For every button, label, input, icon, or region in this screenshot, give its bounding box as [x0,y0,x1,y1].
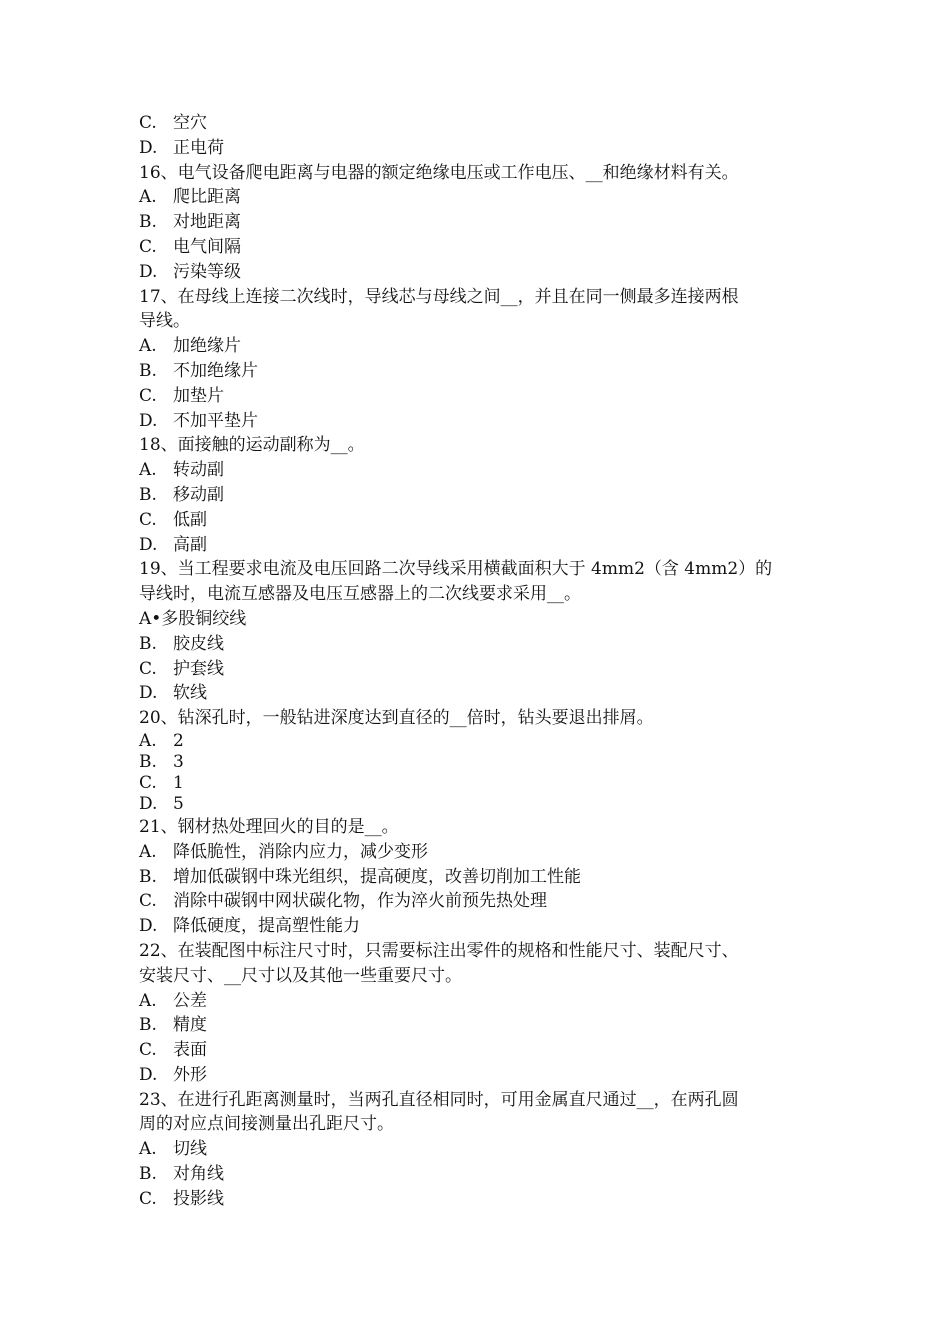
option-text: 转动副 [173,460,224,481]
option-letter: A. [139,1139,157,1160]
question-text: 18、面接触的运动副称为__。 [139,435,365,456]
document-body [139,111,819,1212]
option-letter: A. [139,730,157,751]
option-text: 污染等级 [173,261,241,282]
option-letter: B. [139,484,157,505]
option-letter: C. [139,385,157,406]
option-letter: C. [139,1040,157,1061]
answer-option [139,533,819,558]
option-text: 公差 [173,990,207,1011]
option-letter: C. [139,891,157,912]
option-text: 爬比距离 [173,187,241,208]
option-letter: C. [139,772,157,793]
option-text: 切线 [173,1139,207,1160]
answer-option [139,458,819,483]
answer-option [139,334,819,359]
option-letter: D. [139,534,158,555]
option-text: 精度 [173,1015,207,1036]
answer-option [139,136,819,161]
answer-option [139,731,819,752]
option-text: 5 [173,793,184,814]
option-letter: D. [139,683,158,704]
option-letter: A. [139,187,157,208]
answer-option [139,914,819,939]
option-letter: B. [139,1015,157,1036]
question-text: 周的对应点间接测量出孔距尺寸。 [139,1114,394,1135]
question-text: 安装尺寸、__尺寸以及其他一些重要尺寸。 [139,965,462,986]
option-text: 投影线 [173,1188,224,1209]
option-letter: D. [139,261,158,282]
option-letter: B. [139,212,157,233]
question-text: 20、钻深孔时，一般钻进深度达到直径的__倍时，钻头要退出排屑。 [139,708,654,729]
question-text: 21、钢材热处理回火的目的是__。 [139,816,399,837]
answer-option [139,483,819,508]
option-letter: A. [139,841,157,862]
answer-option [139,632,819,657]
question-text: 23、在进行孔距离测量时，当两孔直径相同时，可用金属直尺通过__，在两孔圆 [139,1089,739,1110]
answer-option [139,384,819,409]
answer-option [139,508,819,533]
option-text: 表面 [173,1040,207,1061]
option-letter: B. [139,360,157,381]
question-text: 导线时，电流互感器及电压互感器上的二次线要求采用__。 [139,584,581,605]
option-text: 加绝缘片 [173,336,241,357]
option-text: 胶皮线 [173,633,224,654]
answer-option [139,409,819,434]
option-text: 加垫片 [173,385,224,406]
option-letter: C. [139,658,157,679]
option-letter: A. [139,460,157,481]
option-text: 空穴 [173,113,207,133]
answer-option [139,1063,819,1088]
option-text: 高副 [173,534,207,555]
answer-option [139,794,819,815]
answer-option [139,752,819,773]
question-text: A•多股铜绞线 [139,608,247,629]
option-text: 低副 [173,509,207,530]
answer-option [139,840,819,865]
question-text: 16、电气设备爬电距离与电器的额定绝缘电压或工作电压、__和绝缘材料有关。 [139,162,739,183]
option-text: 电气间隔 [173,236,241,257]
answer-option [139,989,819,1014]
question-text: 导线。 [139,311,190,332]
answer-option [139,865,819,890]
option-text: 移动副 [173,484,224,505]
answer-option [139,1162,819,1187]
question-text: 19、当工程要求电流及电压回路二次导线采用横截面积大于 4mm2（含 4mm2）的 [139,559,773,580]
option-text: 消除中碳钢中网状碳化物，作为淬火前预先热处理 [173,891,547,912]
answer-option [139,260,819,285]
option-text: 降低脆性，消除内应力，减少变形 [173,841,428,862]
option-letter: A. [139,990,157,1011]
answer-option [139,359,819,384]
option-text: 不加平垫片 [173,410,258,431]
answer-option [139,111,819,136]
option-letter: C. [139,236,157,257]
option-letter: B. [139,751,157,772]
answer-option [139,185,819,210]
option-letter: B. [139,1164,157,1185]
option-text: 2 [173,730,184,751]
question-text: 17、在母线上连接二次线时，导线芯与母线之间__，并且在同一侧最多连接两根 [139,286,739,307]
answer-option [139,889,819,914]
option-text: 对地距离 [173,212,241,233]
answer-option [139,210,819,235]
option-text: 降低硬度，提高塑性能力 [173,916,360,937]
option-letter: C. [139,113,157,133]
option-letter: A. [139,336,157,357]
option-text: 护套线 [173,658,224,679]
option-letter: D. [139,793,158,814]
option-letter: B. [139,633,157,654]
answer-option [139,681,819,706]
answer-option [139,1137,819,1162]
option-text: 1 [173,772,184,793]
option-text: 不加绝缘片 [173,360,258,381]
answer-option [139,1038,819,1063]
option-text: 软线 [173,683,207,704]
option-letter: C. [139,509,157,530]
option-letter: B. [139,866,157,887]
option-letter: D. [139,916,158,937]
option-letter: C. [139,1188,157,1209]
option-text: 对角线 [173,1164,224,1185]
answer-option [139,773,819,794]
option-letter: D. [139,1064,158,1085]
question-text: 22、在装配图中标注尺寸时，只需要标注出零件的规格和性能尺寸、装配尺寸、 [139,940,739,961]
option-text: 正电荷 [173,137,224,158]
option-letter: D. [139,137,158,158]
option-text: 增加低碳钢中珠光组织，提高硬度，改善切削加工性能 [173,866,581,887]
option-text: 3 [173,751,184,772]
answer-option [139,1013,819,1038]
answer-option [139,657,819,682]
answer-option [139,235,819,260]
answer-option [139,1187,819,1212]
option-text: 外形 [173,1064,207,1085]
option-letter: D. [139,410,158,431]
